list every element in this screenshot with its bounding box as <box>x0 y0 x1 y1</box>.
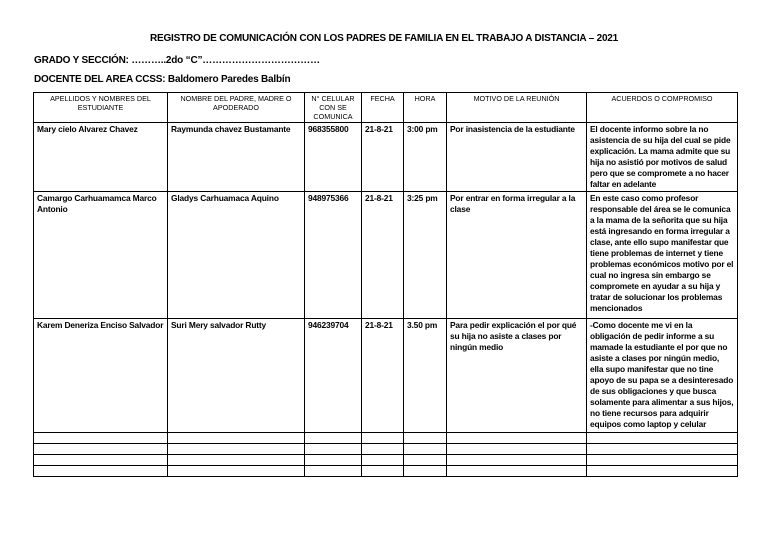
header-fecha: FECHA <box>362 93 404 123</box>
empty-cell <box>404 444 447 455</box>
empty-cell <box>404 455 447 466</box>
empty-row <box>34 444 738 455</box>
empty-cell <box>362 455 404 466</box>
empty-cell <box>404 466 447 477</box>
empty-cell <box>587 455 738 466</box>
cell-celular: 948975366 <box>305 192 362 319</box>
grado-seccion-line: GRADO Y SECCIÓN: ………..2do “C”……………………………… <box>34 55 320 66</box>
empty-cell <box>362 433 404 444</box>
cell-fecha: 21-8-21 <box>362 319 404 433</box>
empty-row <box>34 466 738 477</box>
empty-cell <box>168 455 305 466</box>
cell-motivo: Para pedir explicación el por qué su hija no asiste a clases por ningún medio <box>447 319 587 433</box>
cell-acuerdos: -Como docente me vi en la obligación de pedir informe a su mamade la estudiante el por que no asiste a clases por ningún medio, ella supo manifestar que no tine apoyo de su papa se a desinteresado de sus obligaciones y que busca solamente para alimentar a sus hijos, no tiene recursos para adquirir equipos como laptop y celular <box>587 319 738 433</box>
cell-padre: Gladys Carhuamaca Aquino <box>168 192 305 319</box>
empty-cell <box>34 466 168 477</box>
cell-hora: 3:00 pm <box>404 123 447 192</box>
empty-cell <box>34 455 168 466</box>
cell-hora: 3:25 pm <box>404 192 447 319</box>
cell-estudiante: Karem Deneriza Enciso Salvador <box>34 319 168 433</box>
cell-fecha: 21-8-21 <box>362 192 404 319</box>
empty-cell <box>168 466 305 477</box>
cell-motivo: Por inasistencia de la estudiante <box>447 123 587 192</box>
empty-cell <box>305 455 362 466</box>
empty-cell <box>305 444 362 455</box>
empty-cell <box>34 433 168 444</box>
table-row <box>34 319 738 433</box>
empty-cell <box>34 444 168 455</box>
cell-fecha: 21-8-21 <box>362 123 404 192</box>
empty-cell <box>168 433 305 444</box>
header-celular: N° CELULAR CON SE COMUNICA <box>305 93 362 123</box>
empty-cell <box>587 466 738 477</box>
docente-line: DOCENTE DEL AREA CCSS: Baldomero Paredes Balbín <box>34 74 291 85</box>
empty-cell <box>447 466 587 477</box>
cell-hora: 3.50 pm <box>404 319 447 433</box>
empty-cell <box>305 466 362 477</box>
empty-cell <box>362 466 404 477</box>
cell-padre: Suri Mery salvador Rutty <box>168 319 305 433</box>
empty-cell <box>168 444 305 455</box>
cell-celular: 946239704 <box>305 319 362 433</box>
empty-cell <box>447 433 587 444</box>
document-title: REGISTRO DE COMUNICACIÓN CON LOS PADRES DE FAMILIA EN EL TRABAJO A DISTANCIA – 2021 <box>149 33 619 44</box>
empty-cell <box>447 455 587 466</box>
cell-motivo: Por entrar en forma irregular a la clase <box>447 192 587 319</box>
header-hora: HORA <box>404 93 447 123</box>
empty-cell <box>587 433 738 444</box>
cell-acuerdos: El docente informo sobre la no asistencia de su hija del cual se pide explicación. La mama admite que su hija no asistió por motivos de salud pero que se compromete a no hacer faltar en adelante <box>587 123 738 192</box>
empty-row <box>34 455 738 466</box>
header-estudiante: APELLIDOS Y NOMBRES DEL ESTUDIANTE <box>34 93 168 123</box>
header-motivo: MOTIVO DE LA REUNIÓN <box>447 93 587 123</box>
header-padre: NOMBRE DEL PADRE, MADRE O APODERADO <box>168 93 305 123</box>
table-header-row <box>34 93 738 123</box>
empty-cell <box>305 433 362 444</box>
table-row <box>34 192 738 319</box>
cell-acuerdos: En este caso como profesor responsable del área se le comunica a la mama de la señorita que su hija está ingresando en forma irregular a clase, ante ello supo manifestar que tiene problemas de internet y tiene problemas económicos motivo por el cual no ingresa sin embargo se compromete en ayudar a su hija y tratar de solucionar los problemas mencionados <box>587 192 738 319</box>
communication-register-table <box>33 92 738 477</box>
empty-cell <box>447 444 587 455</box>
table-row <box>34 123 738 192</box>
empty-cell <box>587 444 738 455</box>
cell-estudiante: Camargo Carhuamamca Marco Antonio <box>34 192 168 319</box>
cell-padre: Raymunda chavez Bustamante <box>168 123 305 192</box>
empty-cell <box>404 433 447 444</box>
cell-celular: 968355800 <box>305 123 362 192</box>
header-acuerdos: ACUERDOS O COMPROMISO <box>587 93 738 123</box>
empty-cell <box>362 444 404 455</box>
empty-row <box>34 433 738 444</box>
cell-estudiante: Mary cielo Alvarez Chavez <box>34 123 168 192</box>
